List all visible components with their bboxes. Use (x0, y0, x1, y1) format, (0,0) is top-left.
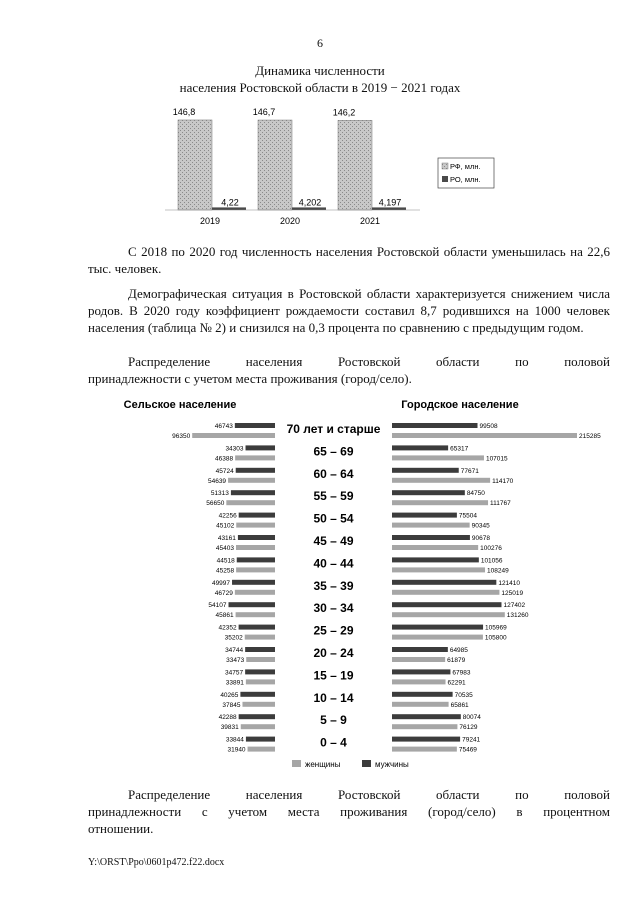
value-rural-women: 56650 (206, 500, 225, 508)
paragraph-4-line-1: Распределение населения Ростовской области по половой (128, 787, 610, 802)
bar-urban-men (392, 647, 448, 652)
bar-urban-men (392, 625, 483, 630)
bar-rural-men (246, 737, 275, 742)
bar-urban-men (392, 737, 460, 742)
bar-urban-women (392, 523, 470, 528)
bar-rural-men (239, 714, 275, 719)
bar-urban-men (392, 714, 461, 719)
category-2020: 2020 (279, 216, 301, 226)
label-ro-2021: 4,197 (378, 197, 402, 208)
age-group-label: 65 – 69 (313, 444, 354, 459)
bar-urban-women (392, 567, 485, 572)
value-rural-women: 45258 (216, 567, 235, 575)
value-rural-men: 54107 (208, 602, 227, 610)
value-urban-women: 108249 (487, 567, 509, 575)
value-rural-women: 46388 (215, 455, 234, 463)
bar-urban-men (392, 602, 501, 607)
value-urban-men: 64985 (449, 647, 468, 654)
value-urban-women: 65861 (450, 701, 469, 709)
bar-rural-women (236, 612, 275, 617)
bar-rural-women (248, 747, 275, 752)
bar-rural-men (246, 445, 275, 450)
bar-urban-women (392, 478, 490, 483)
bar-urban-women (392, 545, 478, 550)
bar-rural-men (237, 557, 275, 562)
bar-rural-women (226, 500, 275, 505)
bar-rural-men (231, 490, 275, 495)
value-rural-women: 39831 (220, 724, 239, 732)
value-rural-women: 45102 (216, 522, 235, 530)
value-urban-women: 75469 (458, 746, 477, 754)
paragraph-3-line-2: принадлежности с учетом места проживания (город/село). (88, 371, 412, 386)
bar-urban-men (392, 692, 453, 697)
label-rf-2021: 146,2 (332, 108, 356, 118)
paragraph-3 (88, 353, 610, 387)
bar-urban-women (392, 635, 483, 640)
bar-urban-women (392, 679, 446, 684)
age-group-label: 50 – 54 (313, 511, 354, 526)
legend-swatch-women (292, 760, 301, 767)
value-rural-women: 45861 (215, 612, 234, 620)
chart-title-line-2: населения Ростовской области в 2019 − 2021 годах (179, 80, 461, 95)
value-urban-men: 79241 (462, 736, 481, 744)
age-group-label: 70 лет и старше (286, 422, 381, 436)
bar-rural-men (245, 647, 275, 652)
value-urban-men: 105969 (485, 624, 507, 632)
bar-rural-women (192, 433, 275, 438)
bar-rural-women (246, 679, 275, 684)
bar-urban-women (392, 590, 499, 595)
value-urban-men: 84750 (466, 490, 485, 498)
bar-urban-men (392, 580, 496, 585)
value-urban-women: 100276 (480, 545, 502, 552)
bar-rf-2019 (178, 120, 212, 210)
value-urban-men: 121410 (498, 579, 521, 587)
age-group-label: 35 – 39 (313, 578, 354, 593)
value-urban-men: 65317 (450, 445, 469, 453)
label-ro-2019: 4,22 (221, 197, 239, 208)
value-urban-women: 107015 (485, 455, 508, 463)
legend-label-rf: РФ, млн. (450, 162, 481, 171)
bar-urban-women (392, 657, 445, 662)
value-urban-men: 90678 (471, 535, 491, 542)
bar-urban-men (392, 445, 448, 450)
value-rural-men: 49997 (211, 579, 231, 587)
value-urban-men: 80074 (462, 714, 481, 722)
age-group-label: 20 – 24 (313, 646, 354, 660)
bar-rural-men (236, 468, 275, 473)
label-ro-2020: 4,202 (298, 197, 322, 208)
value-urban-women: 62291 (447, 679, 466, 687)
value-urban-women: 105800 (484, 634, 507, 642)
value-urban-men: 75504 (458, 512, 477, 520)
file-path-footer: Y:\ORST\Ppo\0601p472.f22.docx (88, 857, 225, 868)
value-rural-men: 34757 (225, 669, 244, 677)
bar-urban-women (392, 724, 457, 729)
paragraph-4 (88, 786, 610, 837)
age-group-label: 30 – 34 (313, 601, 354, 616)
bar-rf-2021 (338, 120, 372, 210)
age-group-label: 5 – 9 (320, 713, 347, 728)
bar-urban-women (392, 455, 484, 460)
bar-urban-men (392, 535, 470, 540)
value-urban-men: 77671 (460, 467, 479, 475)
bar-rural-men (239, 513, 275, 518)
value-rural-men: 46743 (214, 423, 233, 430)
value-rural-men: 42288 (218, 714, 237, 722)
bar-rural-men (240, 692, 275, 697)
value-urban-women: 114170 (492, 477, 514, 485)
bar-rural-women (236, 567, 275, 572)
urban-title: Городское население (401, 399, 519, 411)
bar-rural-women (235, 590, 275, 595)
value-rural-men: 33844 (225, 736, 244, 744)
bar-urban-men (392, 468, 459, 473)
legend-swatch-rf (442, 163, 448, 169)
value-rural-women: 54639 (207, 477, 227, 485)
value-urban-women: 111767 (490, 500, 511, 508)
bar-rural-men (239, 625, 275, 630)
rural-title: Сельское население (123, 399, 237, 411)
legend-label-women: женщины (305, 760, 341, 769)
age-group-label: 45 – 49 (313, 534, 354, 548)
category-2019: 2019 (199, 216, 221, 226)
value-rural-men: 42256 (218, 512, 237, 520)
value-urban-men: 99508 (479, 423, 498, 430)
age-group-label: 60 – 64 (313, 466, 354, 481)
value-rural-men: 40265 (220, 691, 239, 699)
bar-rural-women (246, 657, 275, 662)
value-rural-men: 44518 (216, 557, 235, 565)
value-rural-women: 46729 (214, 589, 233, 597)
bar-ro-2019 (212, 207, 246, 210)
value-rural-women: 33473 (226, 657, 245, 664)
legend-label-ro: РО, млн. (450, 175, 481, 184)
age-group-label: 15 – 19 (313, 668, 354, 683)
bar-urban-men (392, 490, 465, 495)
bar-rural-women (228, 478, 275, 483)
population-pyramid-chart (100, 393, 620, 783)
bar-rural-women (242, 702, 275, 707)
value-urban-men: 67983 (452, 669, 471, 677)
value-rural-women: 33891 (225, 679, 244, 687)
paragraph-3-line-1: Распределение населения Ростовской области по половой (128, 354, 610, 369)
legend-swatch-men (362, 760, 371, 767)
value-rural-women: 96350 (172, 433, 191, 440)
bar-ro-2020 (292, 207, 326, 210)
paragraph-2: Демографическая ситуация в Ростовской области характеризуется снижением числа родов. В 2020 году коэффициент рождаемости составил 8,7 родившихся на 1000 человек населения (таблица № 2) и снизился на 0,3 процента по сравнению с предыдущим годом. (88, 286, 610, 335)
value-urban-women: 215285 (579, 433, 601, 440)
chart-title-line-1: Динамика численности (255, 63, 385, 78)
value-urban-men: 101056 (480, 557, 503, 565)
value-rural-men: 45724 (215, 467, 234, 475)
bar-urban-men (392, 669, 450, 674)
age-group-label: 40 – 44 (313, 556, 354, 571)
label-rf-2019: 146,8 (172, 108, 196, 117)
legend-label-men: мужчины (375, 760, 409, 769)
bar-rural-men (238, 535, 275, 540)
legend-swatch-ro (442, 176, 448, 182)
population-bar-chart (150, 108, 500, 233)
bar-urban-women (392, 612, 505, 617)
bar-rural-men (232, 580, 275, 585)
bar-urban-men (392, 423, 478, 428)
age-group-label: 55 – 59 (313, 489, 354, 504)
age-group-label: 0 – 4 (320, 735, 347, 750)
chart1-legend (438, 158, 494, 188)
value-urban-women: 131260 (506, 612, 529, 620)
bar-urban-women (392, 747, 457, 752)
bar-rf-2020 (258, 120, 292, 210)
value-rural-women: 45403 (215, 545, 234, 552)
bar-urban-women (392, 500, 488, 505)
value-rural-women: 31940 (227, 746, 246, 754)
bar-rural-women (236, 545, 275, 550)
value-rural-men: 34744 (225, 647, 244, 654)
pyramid-legend (292, 760, 409, 769)
age-group-label: 10 – 14 (313, 690, 354, 705)
bar-rural-men (245, 669, 275, 674)
chart-title (0, 62, 640, 96)
value-urban-men: 70535 (454, 691, 473, 699)
paragraph-1: С 2018 по 2020 год численность населения Ростовской области уменьшилась на 22,6 тыс. человек. (88, 244, 610, 276)
page-number: 6 (317, 36, 323, 50)
value-rural-men: 34303 (225, 445, 244, 453)
bar-urban-women (392, 433, 577, 438)
paragraph-4-line-3: отношении. (88, 821, 154, 836)
bar-urban-men (392, 513, 457, 518)
value-rural-women: 35202 (224, 634, 243, 642)
bar-rural-women (235, 455, 275, 460)
value-rural-men: 43161 (217, 535, 236, 542)
paragraph-4-line-2: принадлежности с учетом места проживания (город/село) в процентном (88, 804, 610, 819)
value-rural-men: 42352 (218, 624, 237, 632)
value-urban-men: 127402 (503, 602, 526, 610)
bar-rural-men (229, 602, 275, 607)
value-rural-men: 51313 (210, 490, 229, 498)
label-rf-2020: 146,7 (252, 108, 276, 118)
category-2021: 2021 (359, 216, 381, 226)
value-urban-women: 76129 (459, 724, 478, 732)
age-group-label: 25 – 29 (313, 623, 354, 638)
bar-urban-women (392, 702, 449, 707)
value-urban-women: 90345 (471, 522, 490, 530)
value-urban-women: 61879 (447, 657, 466, 664)
bar-rural-women (241, 724, 275, 729)
value-urban-women: 125019 (501, 589, 524, 597)
bar-rural-men (235, 423, 275, 428)
value-rural-women: 37845 (222, 701, 241, 709)
bar-rural-women (236, 523, 275, 528)
bar-ro-2021 (372, 207, 406, 210)
bar-urban-men (392, 557, 479, 562)
bar-rural-women (245, 635, 275, 640)
